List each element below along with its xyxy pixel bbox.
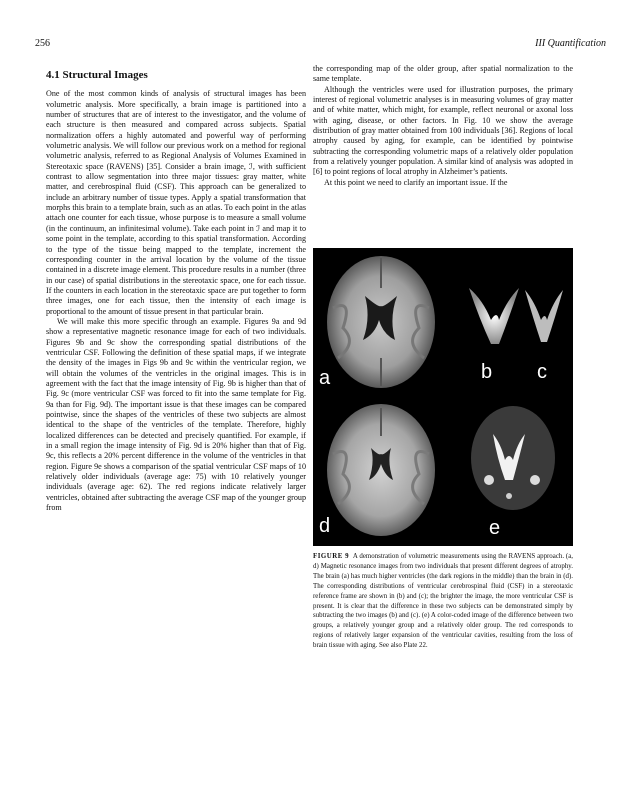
panel-a-brain xyxy=(327,256,435,388)
body-paragraph: We will make this more specific through an example. Figures 9a and 9d show a representative magnetic resonance image for each of two individuals. Figures 9b and 9c show the corresponding spatial distributions of the ventricular CSF. Following the definition of these spatial maps, if we integrate the density of the images in Figs 9b and 9c within the ventricular region, we will obtain the volumes of the ventricles in the original images. This is in agreement with the fact that the image intensity of Fig. 9b is higher than that of Fig. 9c (more ventricular CSF was forced to fit into the same template for Fig. 9a than for Fig. 9d). The important issue is that these images can be compared pointwise, since the shapes of the ventricles of these two subjects are almost identical to the shape of the ventricles of the template. Therefore, highly localized differences can be detected and precisely quantified. For example, if in a small region the image intensity of Fig. 9d is 20% higher than that of Fig. 9c, this reflects a 20% percent difference in the volume of the ventricles in that region. Figure 9e shows a comparison of the spatial ventricular CSF maps of 10 relatively older individuals (average age: 75) with 10 relatively younger individuals (average age: 62). The red regions indicate relatively larger ventricles, obtained after subtracting the average CSF map of the younger group from xyxy=(46,316,306,513)
panel-b-csf xyxy=(469,288,519,344)
panel-label-d: d xyxy=(319,515,331,537)
left-column xyxy=(46,64,306,513)
caption-label: FIGURE 9 xyxy=(313,553,350,560)
panel-e-difference xyxy=(471,406,555,510)
right-column xyxy=(313,64,573,188)
body-paragraph: At this point we need to clarify an important issue. If the xyxy=(324,177,508,187)
running-head: III Quantification xyxy=(535,38,606,49)
panel-c-csf xyxy=(525,290,563,342)
panel-d-brain xyxy=(327,404,435,536)
panel-label-e: e xyxy=(489,517,501,539)
body-paragraph: Although the ventricles were used for illustration purposes, the primary interest of regional volumetric analyses is in measuring volumes of gray matter and of white matter, which might, for example, reflect neuronal or axonal loss with aging, disease, or other factors. In Fig. 10 we show the average distribution of gray matter obtained from 100 individuals [36]. Regions of local atrophy caused by aging, for example, can be identified by pointwise subtracting the corresponding volumetric maps of a relatively older population from a relatively younger population. A similar kind of analysis was adopted in [6] to point regions of local atrophy in Alzheimer’s patients. xyxy=(313,84,573,177)
section-title: 4.1 Structural Images xyxy=(46,69,148,81)
page-number: 256 xyxy=(35,38,50,49)
figure-9 xyxy=(313,248,573,546)
figure-9-image xyxy=(313,248,573,546)
body-paragraph: the corresponding map of the older group, after spatial normalization to the same template. xyxy=(313,64,573,84)
panel-label-c: c xyxy=(537,361,547,383)
caption-text: A demonstration of volumetric measurements using the RAVENS approach. (a, d) Magnetic resonance images from two individuals that present different degrees of atrophy. The brain (a) has much higher ventricles (the dark regions in the middle) than the brain in (d). The corresponding distributions of ventricular cerebrospinal fluid (CSF) in a stereotaxic reference frame are shown in (b) and (c); the brighter the image, the more ventricular CSF is present. It is clear that the difference in these two subjects can be demonstrated simply by subtracting the two images (b) and (c). (e) A color-coded image of the difference between two groups, a relatively younger group and a relatively older group. The red corresponds to regions of relatively larger expansion of the ventricular cavities, resulting from the loss of brain tissue with aging. See also Plate 22. xyxy=(313,553,574,650)
figure-caption xyxy=(313,552,573,651)
panel-label-b: b xyxy=(481,361,493,383)
body-paragraph: One of the most common kinds of analysis of structural images has been volumetric analysis. More specifically, a brain image is partitioned into a number of structures that are of interest to the investigator, and the volume of each structure is then measured and compared across subjects. Spatial normalization offers a highly automated and powerful way of performing volumetric analysis. We will follow our previous work on a method for regional volumetric analysis, referred to as Regional Analysis of Volumes Examined in Stereotaxic space (RAVENS) [35]. Consider a brain image, ℐ, with sufficient contrast to allow segmentation into three major tissues: gray matter, white matter, and cerebrospinal fluid (CSF). This approach can be generalized to include an arbitrary number of tissue types. Apply a spatial transformation that morphs this brain to a template brain, such as an atlas. To each point in the atlas attach one counter for each tissue, whose purpose is to measure a small volume (in the continuum, an infinitesimal volume). Take each point in ℐ and map it to some point in the template, according to this spatial transformation. According to the type of the tissue being mapped to the template, increment the corresponding counter in the arrival location by the volume of the tissue contained in a discrete image element. This procedure results in a number (three in our case) of spatial distributions in the stereotaxic space, one for each tissue. If the counters in each location in the stereotaxic space are put together to form three images, one for each tissue, then the intensity of each image is proportional to the amount of tissue present in that particular brain. xyxy=(46,89,306,316)
panel-label-a: a xyxy=(319,367,331,389)
